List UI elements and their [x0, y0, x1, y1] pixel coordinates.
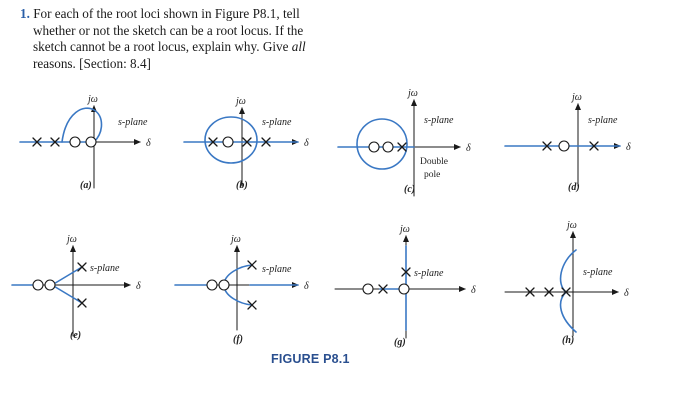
zero-marker	[369, 142, 379, 152]
s-plane-label: s-plane	[414, 268, 444, 279]
pole-marker	[78, 263, 86, 271]
double-pole-label: Double	[420, 157, 448, 167]
sigma-label: δ	[466, 143, 471, 154]
root-locus-c	[338, 88, 471, 196]
subfigure-label: (g)	[394, 337, 406, 348]
root-locus-a	[20, 94, 151, 191]
subfigure-label: (d)	[568, 182, 580, 193]
problem-line-3-emphasis: all	[291, 39, 306, 55]
jw-label: jω	[236, 96, 246, 107]
sigma-label: δ	[471, 285, 476, 296]
problem-line-4: reasons. [Section: 8.4]	[33, 55, 151, 71]
locus-branch	[52, 285, 82, 303]
zero-marker	[219, 280, 229, 290]
jw-label: jω	[231, 234, 241, 245]
zero-marker	[70, 137, 80, 147]
root-locus-e	[12, 234, 141, 341]
subfigure-label: (b)	[236, 180, 248, 191]
s-plane-label: s-plane	[262, 264, 292, 275]
s-plane-label: s-plane	[583, 267, 613, 278]
s-plane-label: s-plane	[118, 117, 148, 128]
problem-line-1: For each of the root loci shown in Figure P8.1, tell	[33, 6, 300, 21]
s-plane-label: s-plane	[262, 117, 292, 128]
subfigure-label: (c)	[404, 184, 416, 195]
root-locus-b	[184, 96, 309, 191]
subfigure-label: (e)	[70, 330, 82, 341]
root-locus-f	[175, 234, 309, 345]
jw-label: jω	[400, 224, 410, 235]
zero-marker	[45, 280, 55, 290]
zero-marker	[383, 142, 393, 152]
double-pole-label: pole	[424, 170, 441, 180]
problem-line-3: sketch cannot be a root locus, explain why. Give	[33, 39, 289, 55]
zero-marker	[363, 284, 373, 294]
zero-marker	[207, 280, 217, 290]
locus-branch	[52, 267, 82, 285]
pole-marker	[78, 299, 86, 307]
jw-label: jω	[408, 88, 418, 99]
jw-label: jω	[67, 234, 77, 245]
root-locus-g	[335, 224, 476, 348]
jw-label: jω	[572, 92, 582, 103]
zero-marker	[223, 137, 233, 147]
sigma-label: δ	[304, 138, 309, 149]
locus-branch	[62, 108, 102, 142]
s-plane-label: s-plane	[588, 115, 618, 126]
root-locus-d	[505, 92, 631, 193]
locus-branch	[561, 250, 576, 332]
s-plane-label: s-plane	[424, 115, 454, 126]
zero-marker	[559, 141, 569, 151]
problem-number: 1.	[20, 6, 30, 21]
zero-marker	[399, 284, 409, 294]
zero-marker	[86, 137, 96, 147]
figure-caption: FIGURE P8.1	[271, 352, 350, 366]
sigma-label: δ	[146, 138, 151, 149]
sigma-label: δ	[626, 142, 631, 153]
problem-line-2: whether or not the sketch can be a root locus. If the	[33, 22, 304, 38]
zero-marker	[33, 280, 43, 290]
subfigure-label: (h)	[562, 335, 575, 346]
jw-label: jω	[567, 220, 577, 231]
sigma-label: δ	[624, 288, 629, 299]
jw-label: jω	[88, 94, 98, 105]
subfigure-label: (f)	[233, 334, 243, 345]
sigma-label: δ	[136, 281, 141, 292]
sigma-label: δ	[304, 281, 309, 292]
subfigure-label: (a)	[80, 180, 92, 191]
s-plane-label: s-plane	[90, 263, 120, 274]
root-locus-h	[505, 220, 629, 346]
